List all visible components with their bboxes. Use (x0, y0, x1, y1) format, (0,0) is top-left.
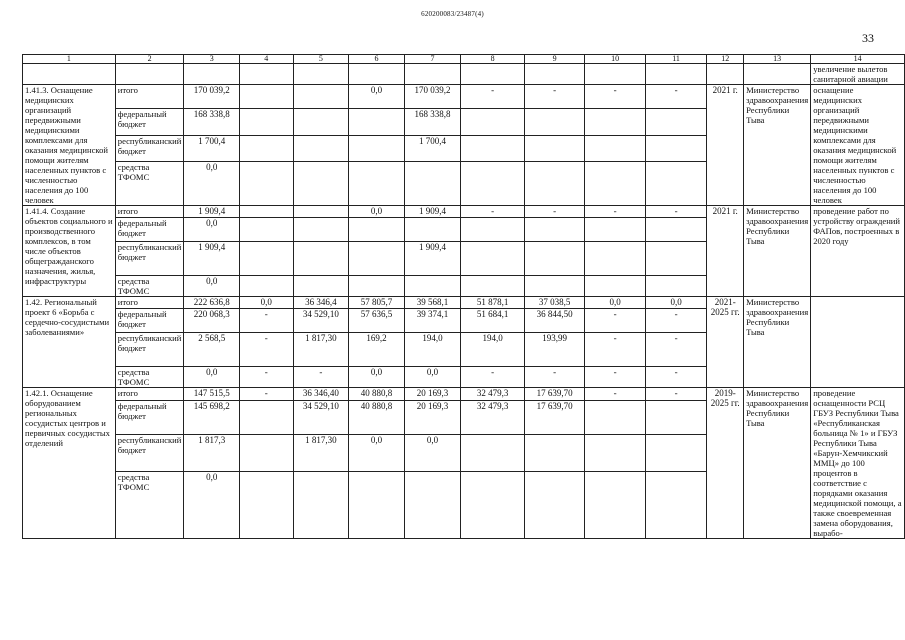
value-cell: 37 038,5 (524, 297, 585, 309)
value-cell: - (524, 206, 585, 218)
value-cell: - (645, 206, 706, 218)
period: 2021 г. (707, 206, 744, 297)
funding-source: итого (115, 297, 184, 309)
value-cell (585, 109, 645, 135)
value-cell: 39 568,1 (404, 297, 461, 309)
value-cell (524, 218, 585, 242)
value-cell: 1 909,4 (404, 206, 461, 218)
executor: Министерство здравоохранения Республики Тыва (744, 206, 811, 297)
funding-source: средства ТФОМС (115, 276, 184, 297)
value-cell: 32 479,3 (461, 388, 525, 401)
value-cell: 34 529,10 (293, 309, 349, 333)
executor: Министерство здравоохранения Республики Тыва (744, 85, 811, 206)
value-cell (239, 472, 293, 539)
value-cell: - (645, 85, 706, 109)
value-cell (349, 276, 405, 297)
value-cell: - (524, 367, 585, 388)
funding-source: федеральный бюджет (115, 218, 184, 242)
value-cell: 0,0 (404, 367, 461, 388)
column-header-11: 11 (645, 55, 706, 64)
value-cell (239, 276, 293, 297)
value-cell (461, 218, 525, 242)
value-cell (645, 472, 706, 539)
value-cell (461, 276, 525, 297)
value-cell: - (645, 333, 706, 367)
value-cell (585, 472, 645, 539)
column-header-2: 2 (115, 55, 184, 64)
page-number: 33 (862, 31, 874, 45)
column-header-3: 3 (184, 55, 240, 64)
column-header-1: 1 (23, 55, 116, 64)
value-cell: - (585, 367, 645, 388)
value-cell: 0,0 (184, 161, 240, 205)
value-cell (645, 109, 706, 135)
empty-cell (524, 64, 585, 85)
value-cell: 222 636,8 (184, 297, 240, 309)
measure-title: 1.41.4. Создание объектов социального и производственного комплексов, в том числе объектов общегражданского назначения, жилья, инфраструктуры (23, 206, 116, 297)
value-cell: - (645, 309, 706, 333)
value-cell: - (645, 388, 706, 401)
value-cell (585, 434, 645, 472)
value-cell: 1 817,30 (293, 333, 349, 367)
funding-source: федеральный бюджет (115, 309, 184, 333)
value-cell (239, 242, 293, 276)
value-cell: 1 700,4 (184, 135, 240, 161)
value-cell (585, 135, 645, 161)
value-cell (293, 109, 349, 135)
expected-result: проведение оснащенности РСЦ ГБУЗ Республики Тыва «Республиканская больница № 1» и ГБУЗ Республики Тыва «Барун-Хемчикский ММЦ» до 100 процентов в соответствие с порядками оказания медицинской помощи, а также своевременная замена оборудования, вырабо- (811, 388, 905, 539)
value-cell (293, 242, 349, 276)
column-header-8: 8 (461, 55, 525, 64)
value-cell: 36 346,4 (293, 297, 349, 309)
value-cell: 32 479,3 (461, 401, 525, 434)
column-header-4: 4 (239, 55, 293, 64)
value-cell (585, 218, 645, 242)
value-cell: 1 909,4 (184, 206, 240, 218)
value-cell: 194,0 (404, 333, 461, 367)
column-header-14: 14 (811, 55, 905, 64)
value-cell: 17 639,70 (524, 401, 585, 434)
value-cell: - (461, 367, 525, 388)
value-cell: 2 568,5 (184, 333, 240, 367)
value-cell (585, 161, 645, 205)
value-cell (349, 135, 405, 161)
column-header-9: 9 (524, 55, 585, 64)
value-cell (349, 242, 405, 276)
executor: Министерство здравоохранения Республики Тыва (744, 388, 811, 539)
table-row (23, 388, 905, 401)
value-cell (239, 109, 293, 135)
value-cell: 1 909,4 (184, 242, 240, 276)
value-cell: - (585, 309, 645, 333)
value-cell: - (239, 367, 293, 388)
funding-source: итого (115, 85, 184, 109)
value-cell: - (239, 309, 293, 333)
empty-cell (293, 64, 349, 85)
column-header-7: 7 (404, 55, 461, 64)
column-header-5: 5 (293, 55, 349, 64)
table-row (23, 206, 905, 218)
period: 2019-2025 гг. (707, 388, 744, 539)
value-cell: - (585, 85, 645, 109)
value-cell (524, 472, 585, 539)
value-cell (239, 206, 293, 218)
value-cell (524, 276, 585, 297)
measure-title: 1.41.3. Оснащение медицинских организаций передвижными медицинскими комплексами для оказания медицинской помощи жителям населенных пунктов с численностью населения до 100 человек (23, 85, 116, 206)
column-header-12: 12 (707, 55, 744, 64)
budget-table (22, 54, 905, 539)
value-cell (524, 161, 585, 205)
value-cell (645, 161, 706, 205)
value-cell: 0,0 (184, 472, 240, 539)
value-cell: 39 374,1 (404, 309, 461, 333)
funding-source: средства ТФОМС (115, 472, 184, 539)
value-cell: 193,99 (524, 333, 585, 367)
value-cell (293, 161, 349, 205)
value-cell: 57 636,5 (349, 309, 405, 333)
value-cell (585, 276, 645, 297)
table-row (23, 85, 905, 109)
value-cell (645, 401, 706, 434)
value-cell (524, 109, 585, 135)
value-cell (349, 109, 405, 135)
funding-source: итого (115, 206, 184, 218)
measure-title: 1.42.1. Оснащение оборудованием региональных сосудистых центров и первичных сосудистых отделений (23, 388, 116, 539)
measure-title: 1.42. Региональный проект 6 «Борьба с сердечно-сосудистыми заболеваниями» (23, 297, 116, 388)
expected-result: оснащение медицинских организаций передвижными медицинскими комплексами для оказания медицинской помощи жителям населенных пунктов с численностью населения до 100 человек (811, 85, 905, 206)
document-id: 620200083/23487(4) (421, 10, 484, 18)
value-cell (293, 85, 349, 109)
value-cell: 20 169,3 (404, 401, 461, 434)
value-cell: - (585, 333, 645, 367)
value-cell (461, 161, 525, 205)
empty-cell (461, 64, 525, 85)
value-cell (239, 218, 293, 242)
value-cell: 168 338,8 (404, 109, 461, 135)
empty-cell (707, 64, 744, 85)
value-cell (524, 242, 585, 276)
value-cell: 145 698,2 (184, 401, 240, 434)
value-cell (293, 276, 349, 297)
value-cell: 0,0 (349, 434, 405, 472)
value-cell: - (461, 206, 525, 218)
empty-cell (239, 64, 293, 85)
value-cell: 147 515,5 (184, 388, 240, 401)
continuation-row (23, 64, 905, 85)
expected-result (811, 297, 905, 388)
value-cell: 0,0 (349, 85, 405, 109)
funding-source: республиканский бюджет (115, 242, 184, 276)
value-cell (524, 135, 585, 161)
value-cell (524, 434, 585, 472)
value-cell: 34 529,10 (293, 401, 349, 434)
result-note: увеличение вылетов санитарной авиации (811, 64, 905, 85)
funding-source: федеральный бюджет (115, 109, 184, 135)
value-cell (461, 434, 525, 472)
value-cell (461, 109, 525, 135)
value-cell: 1 909,4 (404, 242, 461, 276)
funding-source: средства ТФОМС (115, 161, 184, 205)
column-header-6: 6 (349, 55, 405, 64)
value-cell (293, 472, 349, 539)
value-cell (239, 85, 293, 109)
funding-source: республиканский бюджет (115, 333, 184, 367)
value-cell (645, 218, 706, 242)
value-cell: 169,2 (349, 333, 405, 367)
value-cell: 194,0 (461, 333, 525, 367)
funding-source: республиканский бюджет (115, 135, 184, 161)
value-cell (293, 206, 349, 218)
table-row (23, 297, 905, 309)
empty-cell (744, 64, 811, 85)
value-cell: 17 639,70 (524, 388, 585, 401)
value-cell: 51 878,1 (461, 297, 525, 309)
empty-cell (23, 64, 116, 85)
expected-result: проведение работ по устройству ограждений ФАПов, построенных в 2020 году (811, 206, 905, 297)
value-cell: 0,0 (184, 276, 240, 297)
value-cell (404, 276, 461, 297)
value-cell: - (239, 388, 293, 401)
value-cell: 40 880,8 (349, 401, 405, 434)
empty-cell (115, 64, 184, 85)
value-cell: - (524, 85, 585, 109)
value-cell (645, 434, 706, 472)
value-cell: 0,0 (349, 206, 405, 218)
value-cell: 57 805,7 (349, 297, 405, 309)
funding-source: итого (115, 388, 184, 401)
period: 2021-2025 гг. (707, 297, 744, 388)
value-cell (645, 276, 706, 297)
value-cell: - (239, 333, 293, 367)
value-cell: 220 068,3 (184, 309, 240, 333)
value-cell: 0,0 (645, 297, 706, 309)
executor: Министерство здравоохранения Республики Тыва (744, 297, 811, 388)
value-cell: 40 880,8 (349, 388, 405, 401)
empty-cell (404, 64, 461, 85)
empty-cell (184, 64, 240, 85)
empty-cell (349, 64, 405, 85)
value-cell: 1 700,4 (404, 135, 461, 161)
value-cell: 36 346,40 (293, 388, 349, 401)
column-header-13: 13 (744, 55, 811, 64)
empty-cell (585, 64, 645, 85)
value-cell (585, 401, 645, 434)
column-number-row (23, 55, 905, 64)
value-cell: 0,0 (184, 218, 240, 242)
funding-source: республиканский бюджет (115, 434, 184, 472)
value-cell (404, 472, 461, 539)
value-cell (239, 401, 293, 434)
funding-source: федеральный бюджет (115, 401, 184, 434)
value-cell: 0,0 (184, 367, 240, 388)
value-cell (645, 242, 706, 276)
value-cell (461, 472, 525, 539)
value-cell: 36 844,50 (524, 309, 585, 333)
value-cell: 168 338,8 (184, 109, 240, 135)
value-cell: 20 169,3 (404, 388, 461, 401)
value-cell (645, 135, 706, 161)
value-cell (404, 161, 461, 205)
value-cell: 170 039,2 (404, 85, 461, 109)
value-cell: 0,0 (349, 367, 405, 388)
column-header-10: 10 (585, 55, 645, 64)
value-cell: 0,0 (585, 297, 645, 309)
value-cell (293, 135, 349, 161)
value-cell: - (585, 206, 645, 218)
value-cell: 51 684,1 (461, 309, 525, 333)
value-cell (349, 218, 405, 242)
value-cell: 170 039,2 (184, 85, 240, 109)
value-cell (239, 161, 293, 205)
period: 2021 г. (707, 85, 744, 206)
value-cell: 0,0 (239, 297, 293, 309)
value-cell: - (461, 85, 525, 109)
value-cell: - (585, 388, 645, 401)
value-cell (585, 242, 645, 276)
funding-source: средства ТФОМС (115, 367, 184, 388)
value-cell (404, 218, 461, 242)
value-cell: - (645, 367, 706, 388)
value-cell: 1 817,3 (184, 434, 240, 472)
value-cell (293, 218, 349, 242)
value-cell (349, 472, 405, 539)
value-cell (461, 135, 525, 161)
value-cell (239, 434, 293, 472)
value-cell (349, 161, 405, 205)
value-cell: - (293, 367, 349, 388)
empty-cell (645, 64, 706, 85)
value-cell: 1 817,30 (293, 434, 349, 472)
value-cell (461, 242, 525, 276)
value-cell: 0,0 (404, 434, 461, 472)
value-cell (239, 135, 293, 161)
